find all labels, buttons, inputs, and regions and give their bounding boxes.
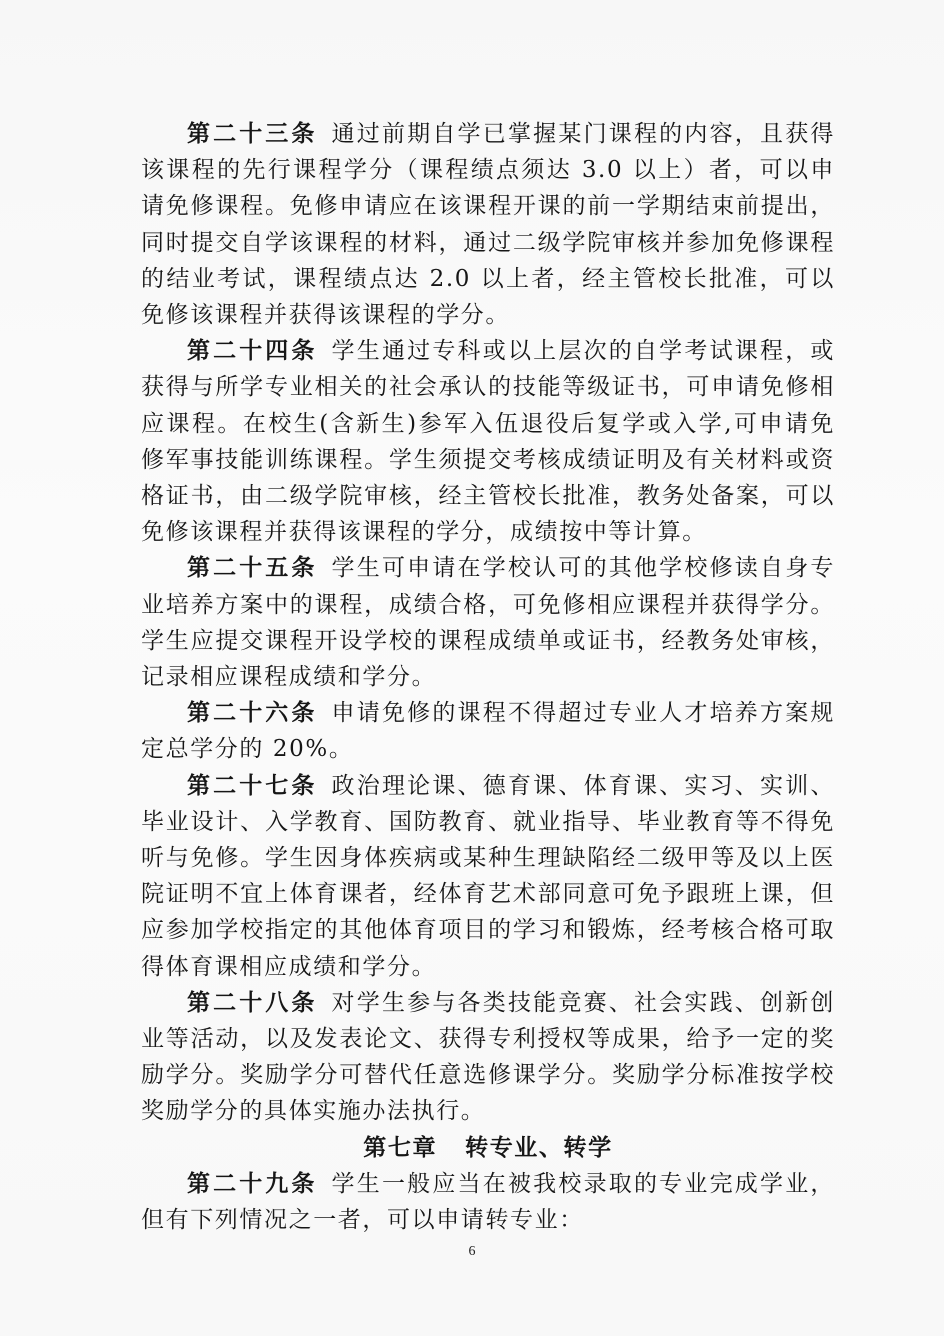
article-text: 申请免修的课程不得超过专业人才培养方案规定总学分的 20%。 xyxy=(141,700,836,763)
article-25 xyxy=(141,550,835,695)
chapter-number: 第七章 xyxy=(363,1133,438,1161)
article-number: 第二十四条 xyxy=(187,337,318,365)
article-28 xyxy=(141,985,835,1130)
article-number: 第二十九条 xyxy=(187,1169,318,1197)
article-text: 对学生参与各类技能竞赛、社会实践、创新创业等活动，以及发表论文、获得专利授权等成果，给予一定的奖励学分。奖励学分可替代任意选修课学分。奖励学分标准按学校奖励学分的具体实施办法执行。 xyxy=(141,989,836,1125)
article-text: 通过前期自学已掌握某门课程的内容，且获得该课程的先行课程学分（课程绩点须达 3.0 以上）者，可以申请免修课程。免修申请应在该课程开课的前一学期结束前提出，同时提交自学该课程的材料，通过二级学院审核并参加免修课程的结业考试，课程绩点达 2.0 以上者，经主管校长批准，可以免修该课程并获得该课程的学分。 xyxy=(141,121,836,329)
article-29 xyxy=(141,1166,835,1238)
article-text: 学生可申请在学校认可的其他学校修读自身专业培养方案中的课程，成绩合格，可免修相应课程并获得学分。学生应提交课程开设学校的课程成绩单或证书，经教务处审核，记录相应课程成绩和学分。 xyxy=(141,555,836,691)
chapter-title: 转专业、转学 xyxy=(465,1133,613,1161)
article-number: 第二十三条 xyxy=(187,120,318,147)
page-number: 6 xyxy=(468,1244,476,1259)
article-number: 第二十五条 xyxy=(187,554,318,582)
article-text: 学生通过专科或以上层次的自学考试课程，或获得与所学专业相关的社会承认的技能等级证书，可申请免修相应课程。在校生(含新生)参军入伍退役后复学或入学,可申请免修军事技能训练课程。学生须提交考核成绩证明及有关材料或资格证书，由二级学院审核，经主管校长批准，教务处备案，可以免修该课程并获得该课程的学分，成绩按中等计算。 xyxy=(141,338,836,546)
article-27 xyxy=(141,768,835,985)
article-26 xyxy=(141,695,835,767)
article-number: 第二十六条 xyxy=(187,699,318,727)
chapter-heading xyxy=(141,1130,835,1166)
document-body xyxy=(141,116,835,1238)
article-24 xyxy=(141,333,835,550)
article-text: 政治理论课、德育课、体育课、实习、实训、毕业设计、入学教育、国防教育、就业指导、毕业教育等不得免听与免修。学生因身体疾病或某种生理缺陷经二级甲等及以上医院证明不宜上体育课者，经体育艺术部同意可免予跟班上课，但应参加学校指定的其他体育项目的学习和锻炼，经考核合格可取得体育课相应成绩和学分。 xyxy=(141,772,836,980)
article-number: 第二十八条 xyxy=(187,988,318,1016)
article-23 xyxy=(141,116,835,333)
article-text: 学生一般应当在被我校录取的专业完成学业，但有下列情况之一者，可以申请转专业： xyxy=(141,1170,836,1234)
article-number: 第二十七条 xyxy=(187,771,318,799)
